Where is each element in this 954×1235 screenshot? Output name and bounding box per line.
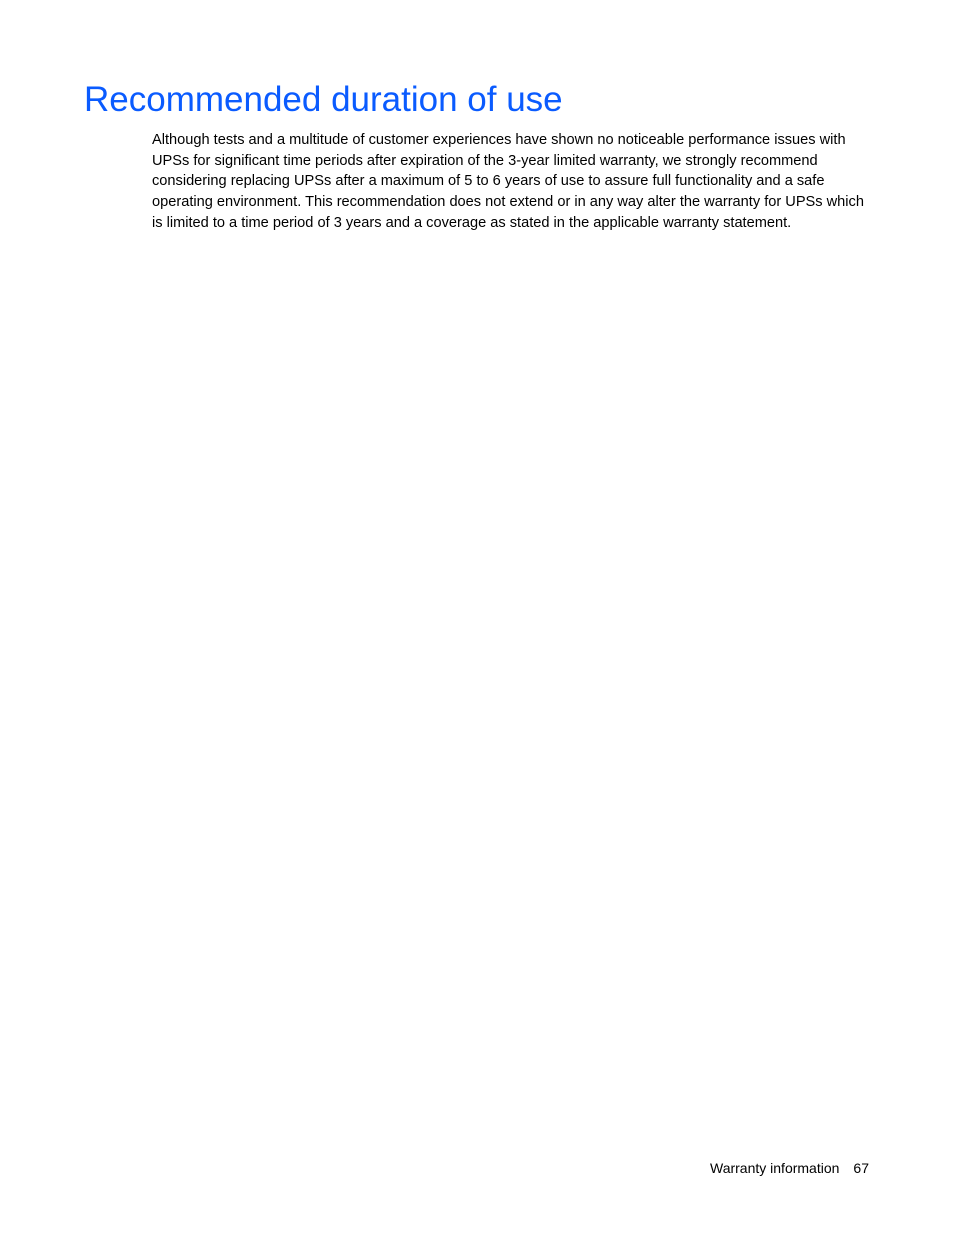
page-footer bbox=[710, 1158, 869, 1178]
page-title: Recommended duration of use bbox=[84, 80, 563, 119]
footer-section-label: Warranty information bbox=[710, 1160, 840, 1176]
page-number: 67 bbox=[853, 1160, 869, 1176]
body-paragraph: Although tests and a multitude of customer experiences have shown no noticeable performance issues with UPSs for significant time periods after expiration of the 3-year limited warranty, we strongly recommend considering replacing UPSs after a maximum of 5 to 6 years of use to assure full functionality and a safe operating environment. This recommendation does not extend or in any way alter the warranty for UPSs which is limited to a time period of 3 years and a coverage as stated in the applicable warranty statement. bbox=[152, 132, 864, 231]
